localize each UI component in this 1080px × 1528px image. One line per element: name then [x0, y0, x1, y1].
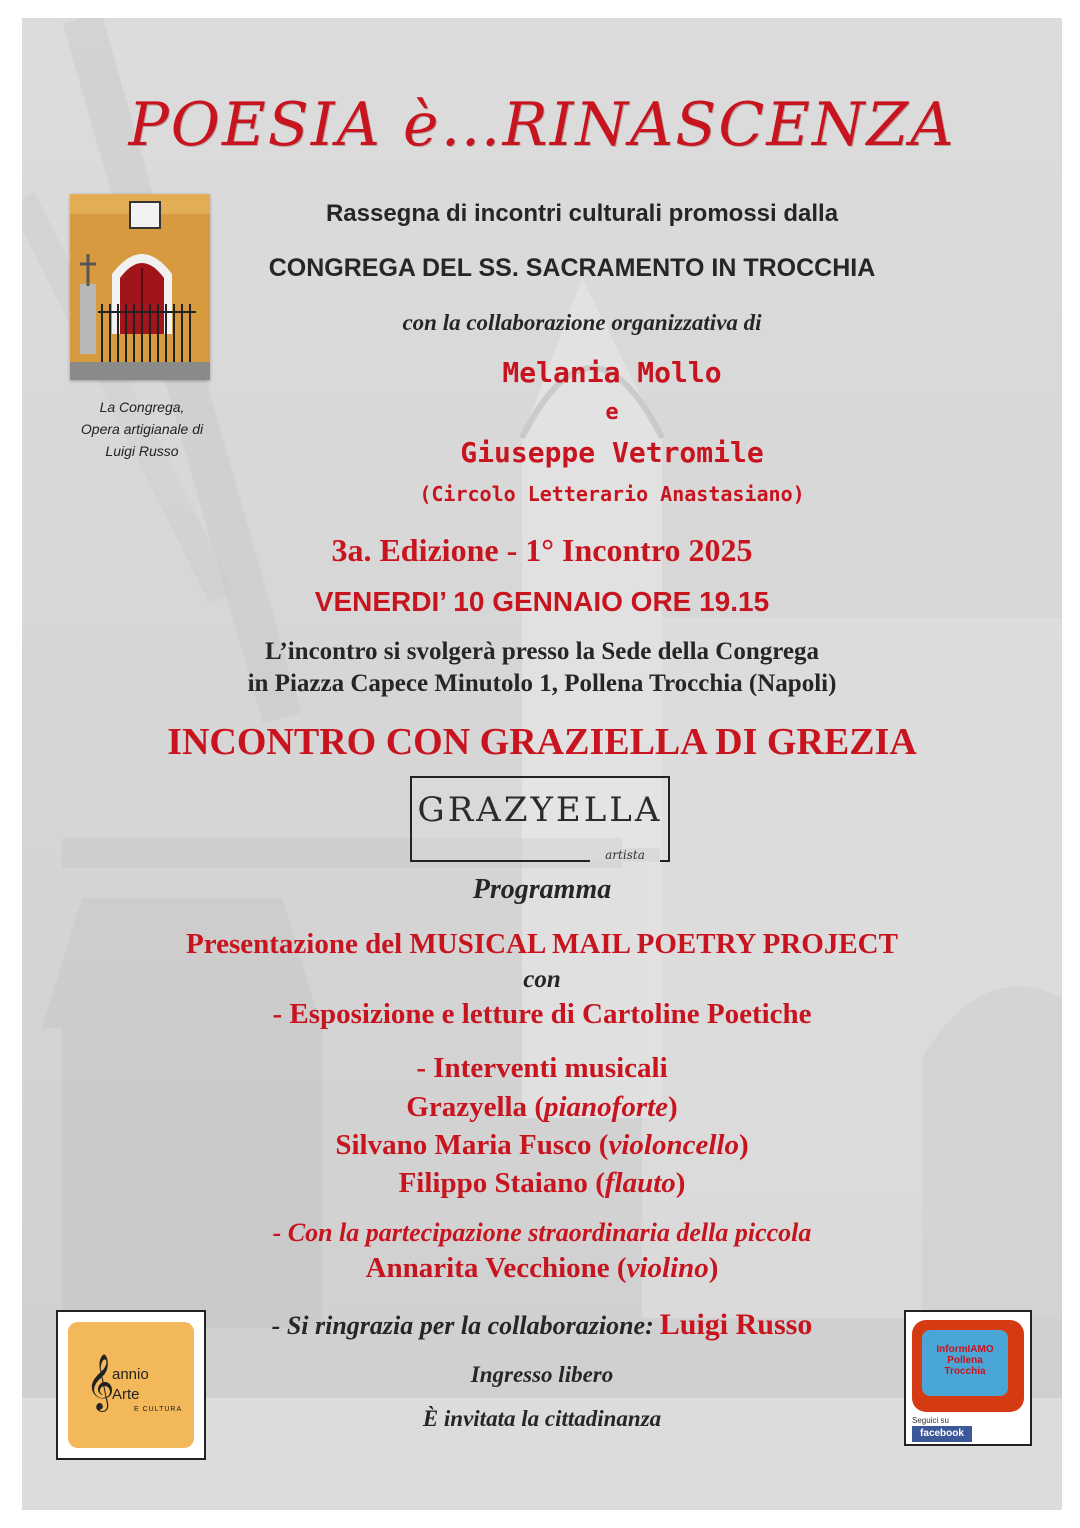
grazyella-logo-tagline: artista — [590, 848, 660, 862]
event-date: VENERDI’ 10 GENNAIO ORE 19.15 — [314, 586, 770, 617]
location-line-2: in Piazza Capece Minutolo 1, Pollena Trocchia (Napoli) — [247, 670, 837, 697]
subtitle-line-2: CONGREGA DEL SS. SACRAMENTO IN TROCCHIA — [268, 254, 876, 282]
program-presentation: Presentazione del MUSICAL MAIL POETRY PROJECT — [186, 928, 898, 960]
musician-1: Grazyella (pianoforte) — [406, 1091, 678, 1123]
poster — [22, 18, 1062, 1510]
special-guest-name: Annarita Vecchione — [365, 1252, 610, 1284]
organizer-2-affiliation: (Circolo Letterario Anastasiano) — [419, 482, 805, 506]
programma-heading: Programma — [472, 874, 612, 905]
congrega-photo — [70, 194, 210, 380]
tv-screen — [922, 1330, 1008, 1396]
special-guest-instrument: violino — [626, 1252, 709, 1284]
photo-caption-line-3: Luigi Russo — [105, 443, 179, 459]
special-participation: - Con la partecipazione straordinaria della piccola — [272, 1218, 812, 1247]
grazyella-logo-name: GRAZYELLA — [417, 790, 663, 830]
program-item-2: - Interventi musicali — [416, 1052, 668, 1084]
treble-clef-icon: 𝄞 — [86, 1354, 115, 1410]
program-con: con — [523, 966, 561, 993]
musician-3: Filippo Staiano (flauto) — [398, 1167, 686, 1199]
musician-2-name: Silvano Maria Fusco — [335, 1129, 592, 1161]
organizer-2: Giuseppe Vetromile — [460, 436, 764, 469]
musician-3-name: Filippo Staiano — [398, 1167, 588, 1199]
informiamo-line-3: Trocchia — [944, 1366, 986, 1377]
sannio-logo-line-3: E CULTURA — [134, 1406, 183, 1413]
facebook-badge: facebook — [912, 1426, 972, 1442]
special-guest: Annarita Vecchione (violino) — [365, 1252, 719, 1284]
musician-2: Silvano Maria Fusco (violoncello) — [335, 1129, 749, 1161]
tv-icon — [912, 1320, 1024, 1412]
photo-caption-line-2: Opera artigianale di — [80, 421, 204, 437]
sannio-logo-background — [68, 1322, 194, 1448]
subtitle-line-1: Rassegna di incontri culturali promossi dalla — [325, 200, 839, 227]
organizer-1: Melania Mollo — [502, 356, 722, 389]
entry-note: Ingresso libero — [470, 1362, 614, 1387]
program-item-1: - Esposizione e letture di Cartoline Poetiche — [272, 998, 812, 1030]
musician-3-instrument: flauto — [604, 1167, 676, 1199]
follow-label: Seguici su — [912, 1416, 949, 1425]
photo-caption — [60, 396, 224, 462]
informiamo-logo — [904, 1310, 1032, 1446]
sannio-arte-logo — [56, 1310, 206, 1460]
informiamo-line-1: InformIAMO — [936, 1344, 994, 1355]
meeting-title: INCONTRO CON GRAZIELLA DI GREZIA — [167, 721, 917, 763]
sannio-logo-line-1: annio — [112, 1366, 149, 1383]
musician-2-instrument: violoncello — [608, 1129, 739, 1161]
musician-1-name: Grazyella — [406, 1091, 528, 1123]
informiamo-line-2: Pollena — [947, 1355, 983, 1366]
poster-title: POESIA è…RINASCENZA — [128, 90, 956, 160]
invitation-note: È invitata la cittadinanza — [422, 1406, 662, 1431]
sannio-logo-line-2: Arte — [112, 1386, 140, 1403]
photo-caption-line-1: La Congrega, — [99, 399, 185, 415]
edition: 3a. Edizione - 1° Incontro 2025 — [331, 532, 753, 568]
thanks-label: - Si ringrazia per la collaborazione: — [271, 1311, 654, 1340]
conjunction: e — [605, 400, 619, 425]
location-line-1: L’incontro si svolgerà presso la Sede della Congrega — [265, 638, 819, 665]
thanks-name: Luigi Russo — [659, 1308, 813, 1341]
musician-1-instrument: pianoforte — [543, 1091, 669, 1123]
collaboration-label: con la collaborazione organizzativa di — [402, 310, 762, 335]
